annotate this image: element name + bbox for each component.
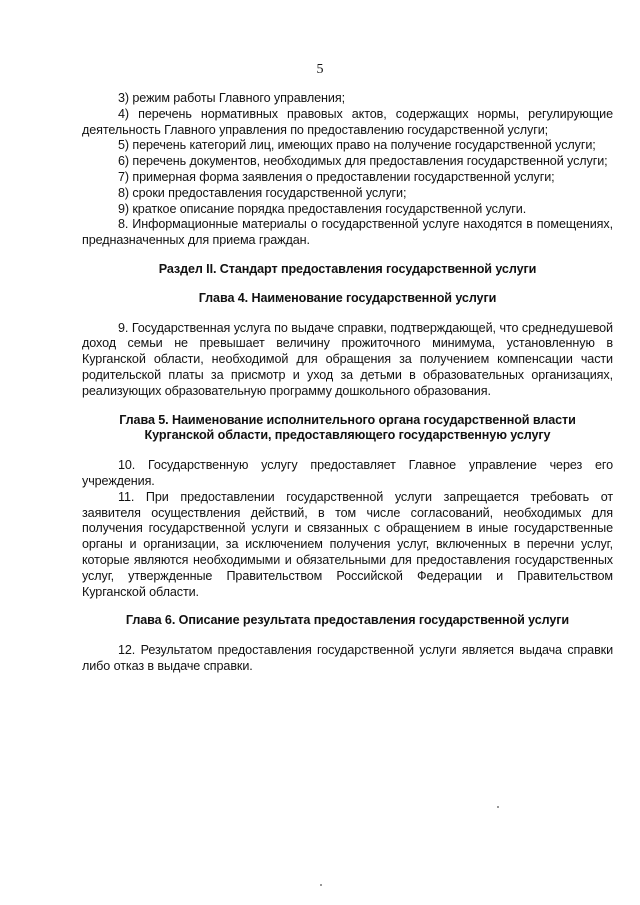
- document-body: [82, 91, 613, 675]
- paragraph-10: 10. Государственную услугу предоставляет Главное управление через его учреждения.: [82, 458, 613, 488]
- chapter-5-title-line2: Курганской области, предоставляющего государственную услугу: [144, 428, 551, 443]
- list-item: 9) краткое описание порядка предоставления государственной услуги.: [118, 201, 527, 216]
- chapter-5-title: [82, 413, 613, 445]
- list-item: 6) перечень документов, необходимых для предоставления государственной услуги;: [118, 154, 608, 169]
- paragraph-8: 8. Информационные материалы о государственной услуге находятся в помещениях, предназначенных для приема граждан.: [82, 217, 613, 248]
- chapter-6-title: Глава 6. Описание результата предоставления государственной услуги: [125, 613, 570, 628]
- scan-speck: [497, 806, 499, 808]
- list-item: 5) перечень категорий лиц, имеющих право на получение государственной услуги;: [118, 138, 596, 153]
- paragraph-9: 9. Государственная услуга по выдаче справки, подтверждающей, что среднедушевой доход семьи не превышает величину прожиточного минимума, установленную в Курганской области, необходимой для обращения за получением компенсации части родительской платы за присмотр и уход за детьми в образовательных организациях, реализующих образовательную программу дошкольного образования.: [82, 320, 613, 398]
- paragraph-11: 11. При предоставлении государственной услуги запрещается требовать от заявителя осуществления действий, в том числе согласований, необходимых для получения государственной услуги и связанных с обращением в иные государственные органы и организации, за исключением получения услуг, включенных в перечни услуг, которые являются необходимыми и обязательными для предоставления государственных услуг, утвержденные Правительством Российской Федерации и Правительством Курганской области.: [82, 489, 613, 599]
- page-number: 5: [316, 62, 324, 77]
- section-2-title: Раздел II. Стандарт предоставления государственной услуги: [158, 261, 537, 276]
- list-item: 7) примерная форма заявления о предоставлении государственной услуги;: [118, 169, 555, 184]
- chapter-4-title: Глава 4. Наименование государственной услуги: [198, 290, 497, 305]
- scan-speck: [320, 884, 322, 886]
- list-item: 8) сроки предоставления государственной услуги;: [118, 185, 407, 200]
- list-item: 3) режим работы Главного управления;: [118, 91, 345, 105]
- chapter-5-title-line1: Глава 5. Наименование исполнительного органа государственной власти: [119, 412, 576, 427]
- list-item: 4) перечень нормативных правовых актов, содержащих нормы, регулирующие деятельность Главного управления по предоставлению государственной услуги;: [82, 106, 613, 137]
- paragraph-12: 12. Результатом предоставления государственной услуги является выдача справки либо отказ в выдаче справки.: [82, 643, 613, 673]
